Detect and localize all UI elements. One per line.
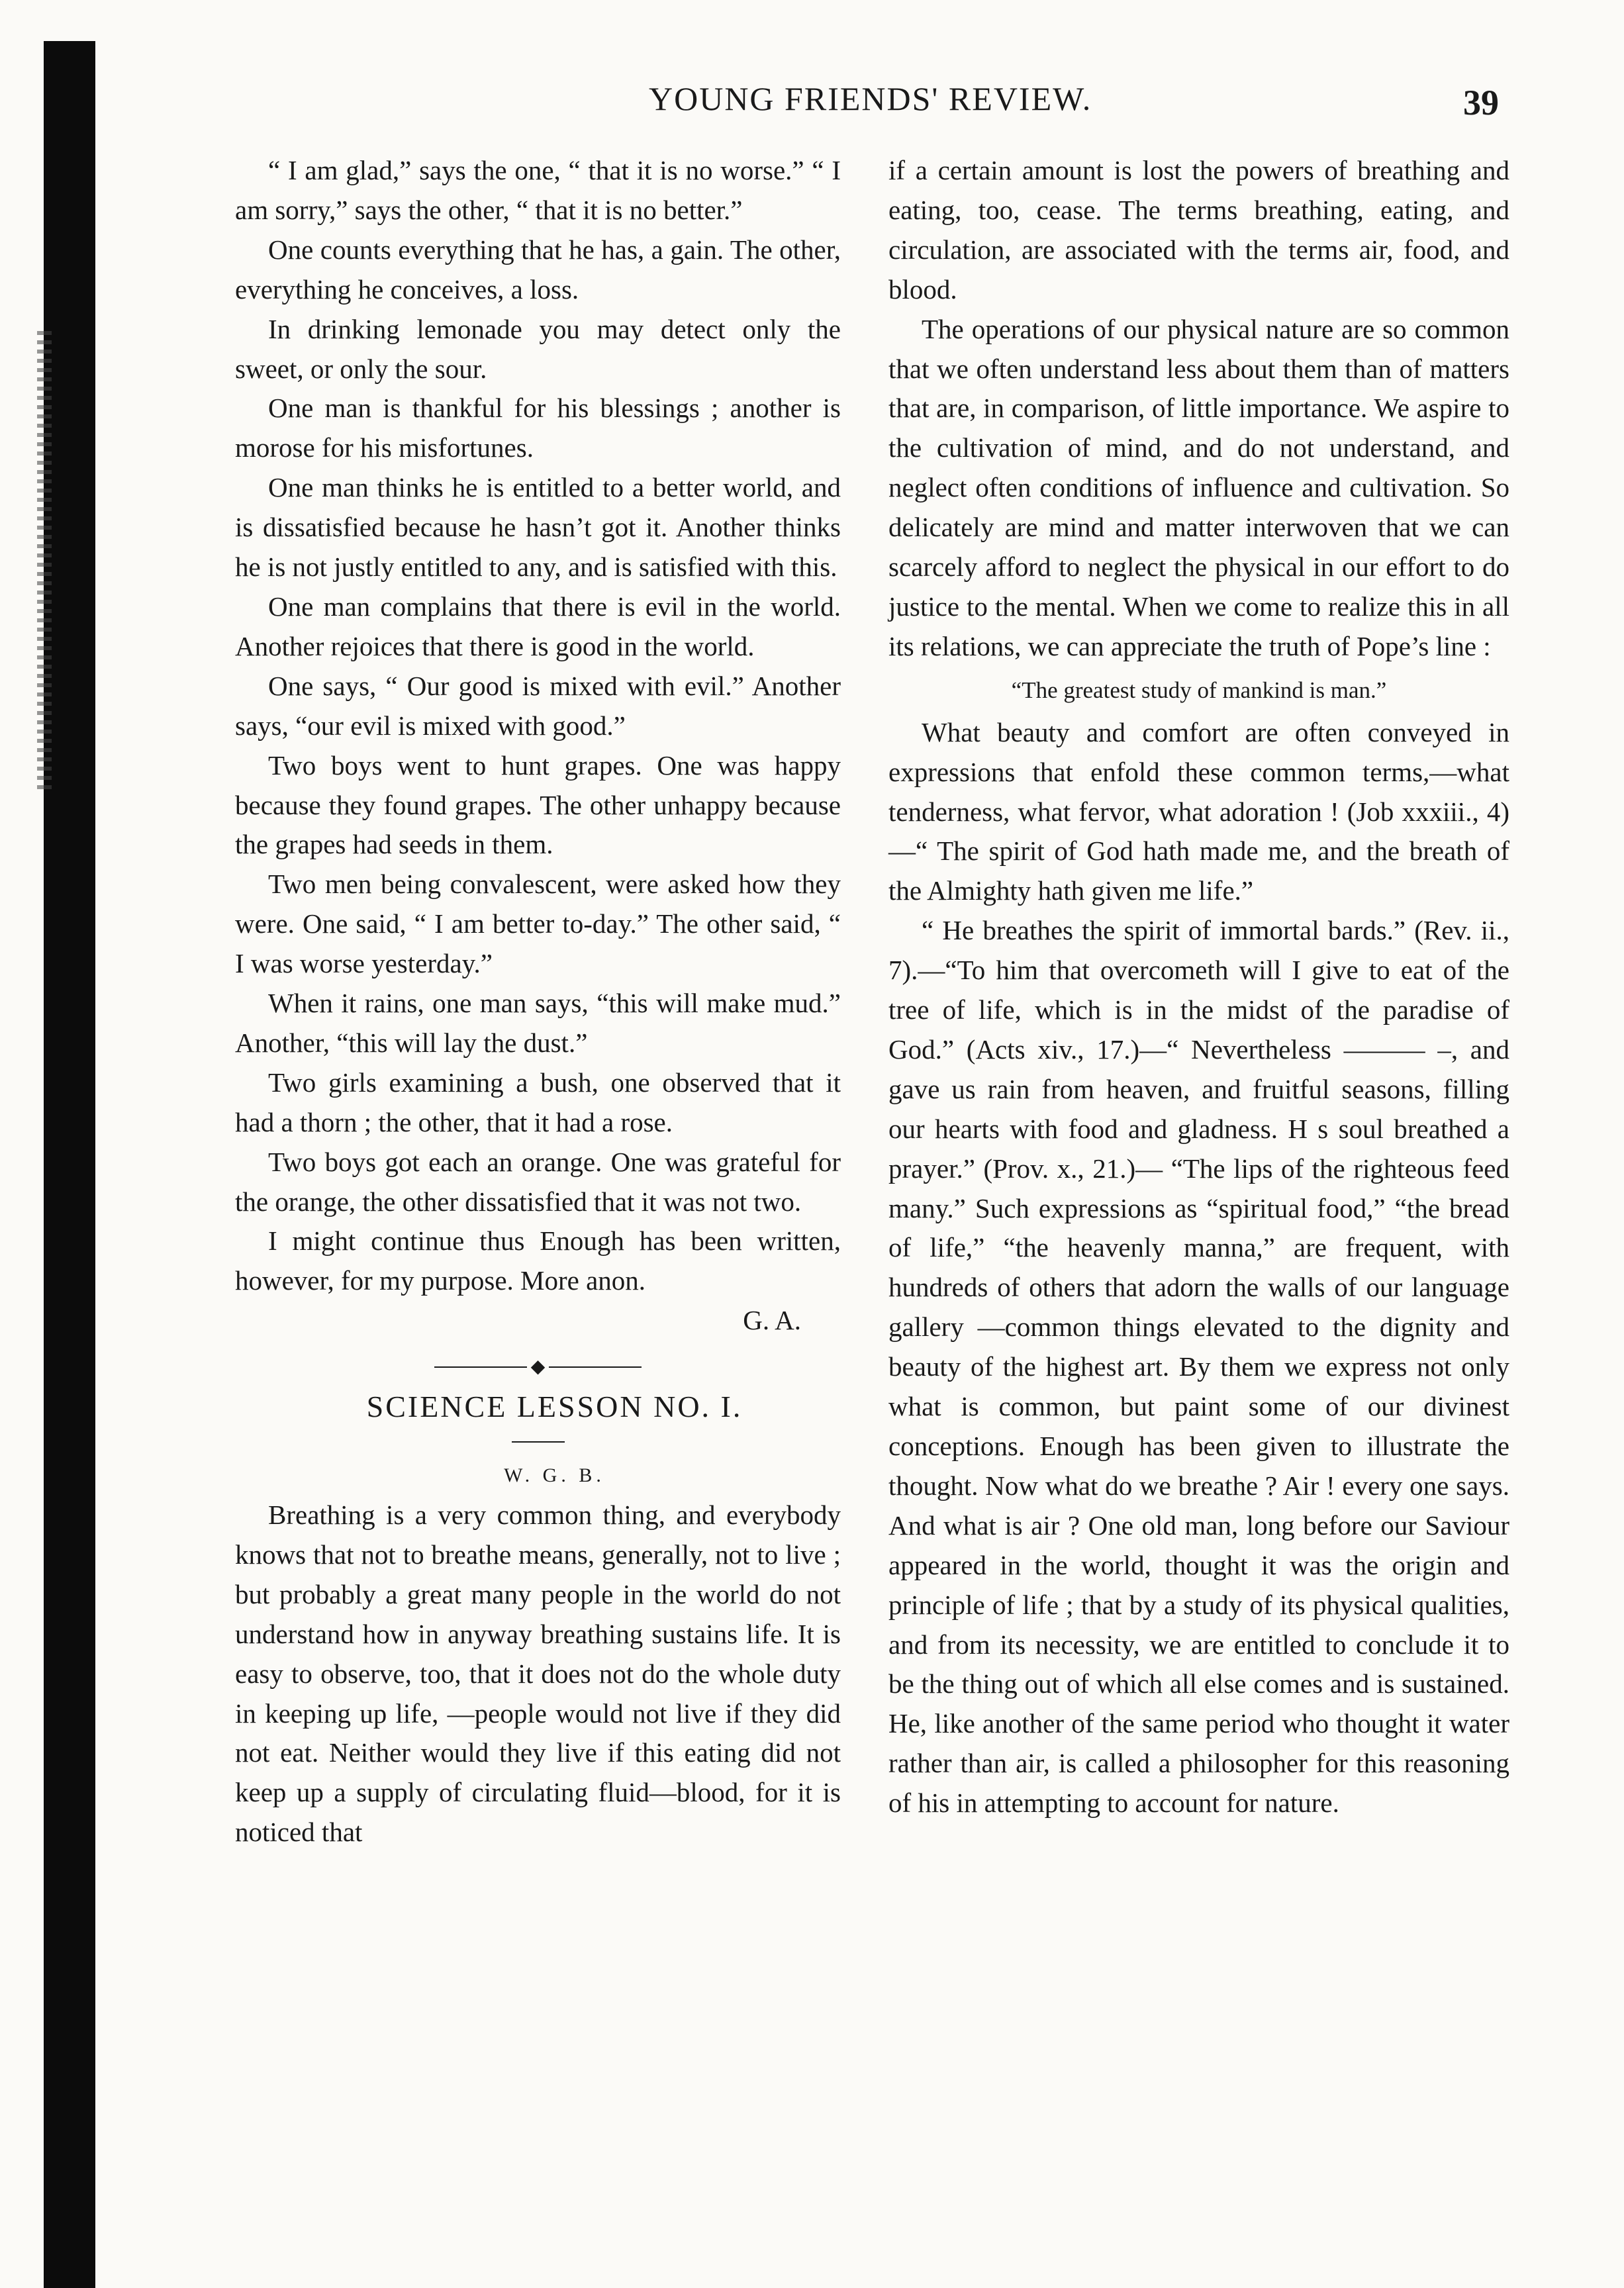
title-rule	[512, 1441, 565, 1443]
paragraph: if a certain amount is lost the powers of breathing and eating, too, cease. The terms breathing, eating, and circulation, are associated with the terms air, food, and blood.	[888, 155, 1509, 305]
paragraph: “ He breathes the spirit of immortal bards.” (Rev. ii., 7).—“To him that overcometh will I give to eat of the tree of life, which is in the midst of the paradise of God.” (Acts xiv., 17.)—“ Nevertheless ——— –, and gave us rain from heaven, and fruitful seasons, filling our hearts with food and gladness. H s soul breathed a prayer.” (Prov. x., 21.)— “The lips of the righteous feed many.” Such expressions as “spiritual food,” “the bread of life,” “the heavenly manna,” are frequent, with hundreds of others that adorn the walls of our language gallery —common things elevated to the dignity and beauty of the highest art. By them we express not only what is common, but paint some of our divinest conceptions. Enough has been given to illustrate the thought. Now what do we breathe ? Air ! every one says. And what is air ? One old man, long before our Saviour appeared in the world, thought it was the origin and principle of life ; that by a study of its physical qualities, and from its necessity, we are entitled to conclude it to be the thing out of which all else comes and is sustained. He, like another of the same period who thought it water rather than air, is called a philosopher for this reasoning of his in attempting to account for nature.	[888, 915, 1509, 1819]
ornament-icon: ◆	[530, 1357, 546, 1378]
paragraph: One says, “ Our good is mixed with evil.” Another says, “our evil is mixed with good.”	[235, 670, 841, 741]
binding-texture	[37, 331, 52, 794]
paragraph: When it rains, one man says, “this will make mud.” Another, “this will lay the dust.”	[235, 988, 841, 1058]
paragraph: One man thinks he is entitled to a better world, and is dissatisfied because he hasn’t got it. Another thinks he is not justly entitled to any, and is satisfied with this.	[235, 472, 841, 583]
paragraph: What beauty and comfort are often conveyed in expressions that enfold these common terms,—what tenderness, what fervor, what adoration ! (Job xxxiii., 4)—“ The spirit of God hath made me, and the breath of the Almighty hath given me life.”	[888, 716, 1509, 906]
paragraph: I might continue thus Enough has been written, however, for my purpose. More anon.	[235, 1225, 841, 1296]
paragraph: In drinking lemonade you may detect only the sweet, or only the sour.	[235, 313, 841, 384]
right-column	[888, 151, 1509, 1823]
paragraph: One counts everything that he has, a gain. The other, everything he conceives, a loss.	[235, 234, 841, 305]
paragraph: The operations of our physical nature are so common that we often understand less about them than of matters that are, in comparison, of little importance. We aspire to the cultivation of mind, and do not understand, and neglect often conditions of influence and cultivation. So delicately are mind and matter interwoven that we can scarcely afford to neglect the physical in our effort to do justice to the mental. When we come to realize this in all its relations, we can appreciate the truth of Pope’s line :	[888, 313, 1509, 661]
paragraph: One man complains that there is evil in the world. Another rejoices that there is good in the world.	[235, 591, 841, 661]
paragraph: Breathing is a very common thing, and everybody knows that not to breathe means, generally, not to live ; but probably a great many people in the world do not understand how in anyway breathing sustains life. It is easy to observe, too, that it does not do the whole duty in keeping up life, —people would not live if they did not eat. Neither would they live if this eating did not keep up a supply of circulating fluid—blood, for it is noticed that	[235, 1500, 841, 1848]
paragraph: Two boys went to hunt grapes. One was happy because they found grapes. The other unhappy because the grapes had seeds in them.	[235, 749, 841, 860]
paragraph: Two men being convalescent, were asked how they were. One said, “ I am better to-day.” The other said, “ I was worse yesterday.”	[235, 869, 841, 979]
section-divider	[235, 1347, 841, 1387]
left-column	[235, 151, 841, 1852]
page-number: 39	[1463, 83, 1499, 122]
paragraph: One man is thankful for his blessings ; another is morose for his misfortunes.	[235, 393, 841, 463]
paragraph: Two boys got each an orange. One was grateful for the orange, the other dissatisfied that it was not two.	[235, 1146, 841, 1217]
author-signature: G. A.	[743, 1305, 801, 1336]
paragraph: “ I am glad,” says the one, “ that it is no worse.” “ I am sorry,” says the other, “ that it is no better.”	[235, 155, 841, 225]
running-head: YOUNG FRIENDS' REVIEW.	[649, 80, 1092, 117]
paragraph: Two girls examining a bush, one observed that it had a thorn ; the other, that it had a rose.	[235, 1067, 841, 1137]
block-quote: “The greatest study of mankind is man.”	[1011, 677, 1387, 703]
section-title: SCIENCE LESSON NO. I.	[366, 1390, 743, 1424]
byline: W. G. B.	[504, 1464, 605, 1487]
